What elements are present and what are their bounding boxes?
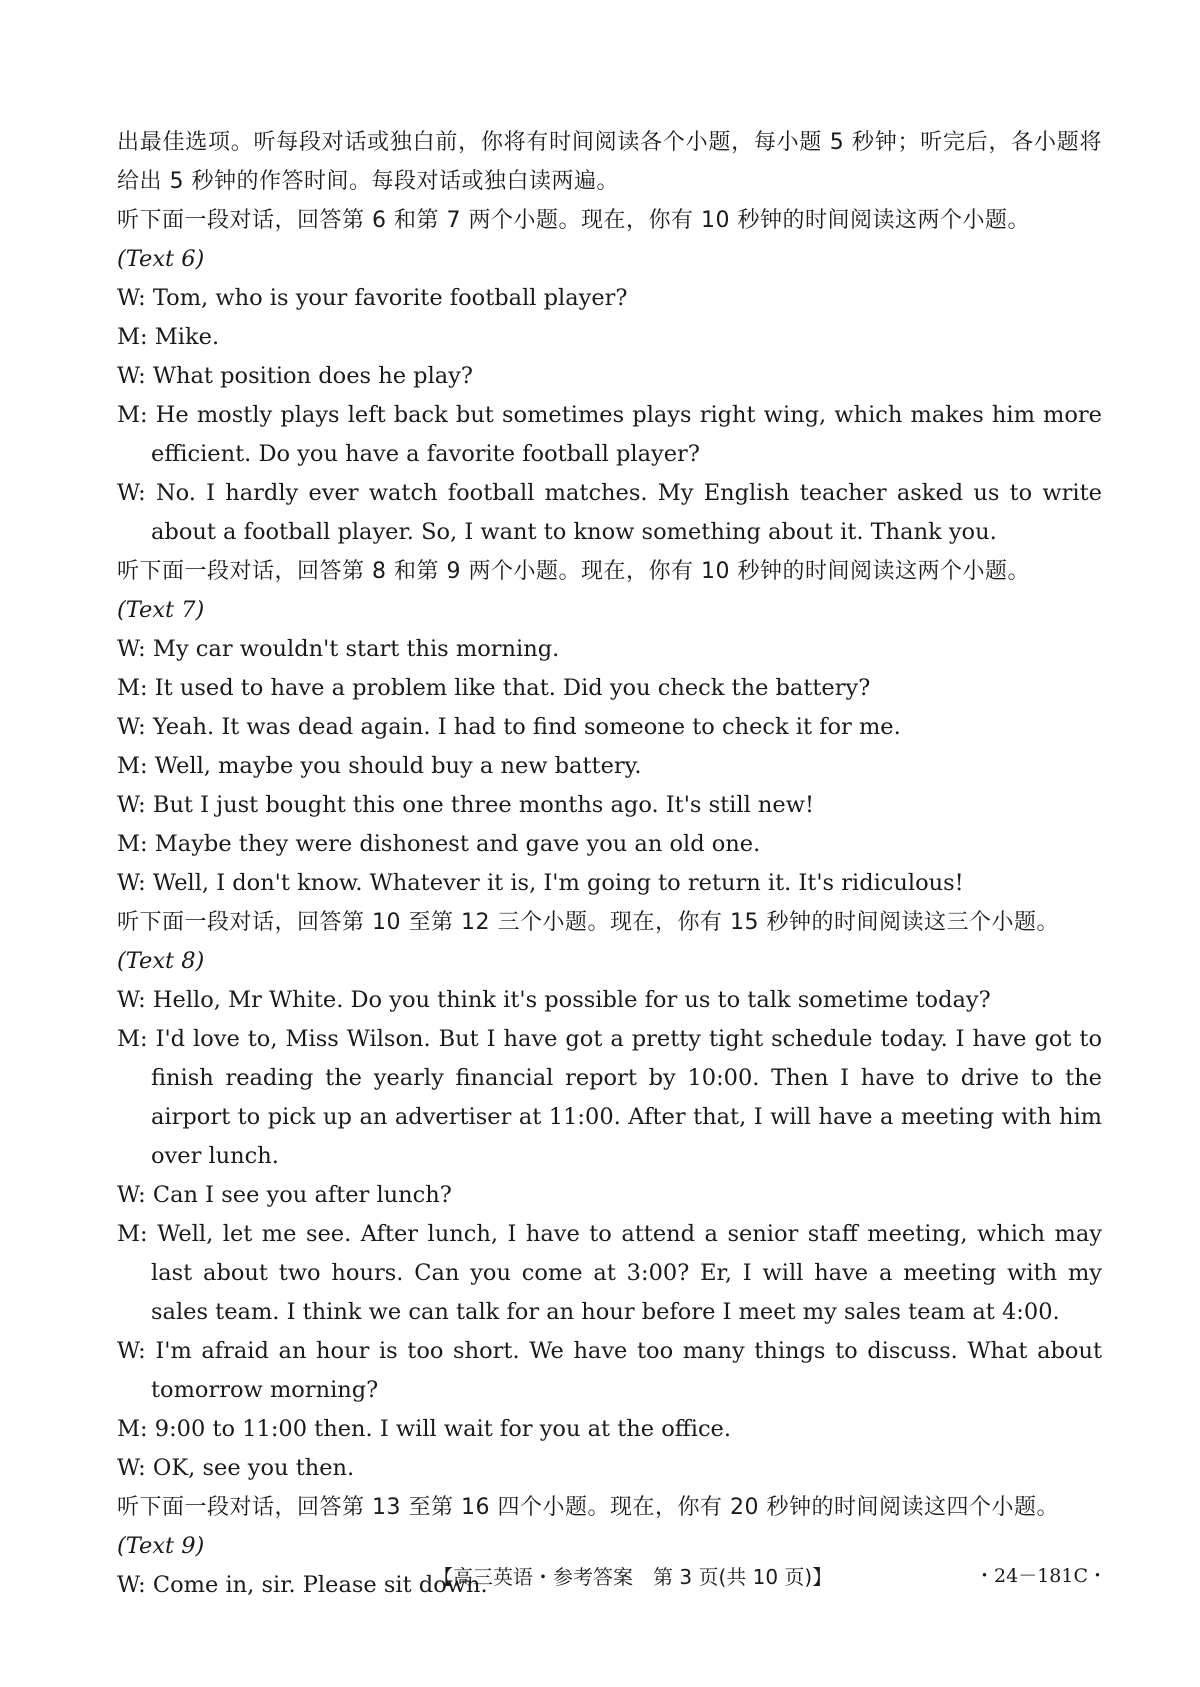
text-label: (Text 6): [117, 246, 205, 272]
dialogue-line: M: He mostly plays left back but sometimes plays right wing, which makes him more efficient. Do you have a favorite football player?: [117, 402, 1102, 467]
dialogue-line: W: Hello, Mr White. Do you think it's possible for us to talk sometime today?: [117, 987, 991, 1013]
footer-title: 【高三英语・参考答案 第 3 页(共 10 页)】: [433, 1565, 833, 1589]
dialogue-line: W: I'm afraid an hour is too short. We have too many things to discuss. What about tomorrow morning?: [117, 1338, 1102, 1403]
dialogue-line: M: I'd love to, Miss Wilson. But I have got a pretty tight schedule today. I have got to finish reading the yearly financial report by 10:00. Then I have to drive to the airport to pick up an advertiser at 11:00. After that, I will have a meeting with him over lunch.: [117, 1026, 1102, 1169]
dialogue-line: W: Tom, who is your favorite football player?: [117, 285, 628, 311]
dialogue-line: W: No. I hardly ever watch football matches. My English teacher asked us to write about a football player. So, I want to know something about it. Thank you.: [117, 480, 1102, 545]
dialogue-line: W: Yeah. It was dead again. I had to find someone to check it for me.: [117, 714, 901, 740]
text-label: (Text 9): [117, 1533, 205, 1559]
dialogue-line: M: Maybe they were dishonest and gave you an old one.: [117, 831, 761, 857]
footer-code: ・24－181C・: [975, 1565, 1107, 1587]
instruction-line: 听下面一段对话，回答第 6 和第 7 两个小题。现在，你有 10 秒钟的时间阅读这两个小题。: [117, 208, 1030, 233]
dialogue-line: W: Can I see you after lunch?: [117, 1182, 452, 1208]
dialogue-line: M: It used to have a problem like that. Did you check the battery?: [117, 675, 871, 701]
dialogue-line: M: Well, maybe you should buy a new battery.: [117, 753, 642, 779]
dialogue-line: W: OK, see you then.: [117, 1455, 355, 1481]
instruction-line: 出最佳选项。听每段对话或独白前，你将有时间阅读各个小题，每小题 5 秒钟；听完后，各小题将给出 5 秒钟的作答时间。每段对话或独白读两遍。: [117, 130, 1102, 194]
dialogue-line: W: Come in, sir. Please sit down.: [117, 1572, 488, 1598]
page-footer: [0, 1561, 1200, 1593]
dialogue-line: W: My car wouldn't start this morning.: [117, 636, 560, 662]
dialogue-line: W: But I just bought this one three months ago. It's still new!: [117, 792, 815, 818]
text-label: (Text 8): [117, 948, 205, 974]
dialogue-line: M: 9:00 to 11:00 then. I will wait for you at the office.: [117, 1416, 732, 1442]
dialogue-line: M: Well, let me see. After lunch, I have to attend a senior staff meeting, which may last about two hours. Can you come at 3:00? Er, I will have a meeting with my sales team. I think we can talk for an hour before I meet my sales team at 4:00.: [117, 1221, 1102, 1325]
instruction-line: 听下面一段对话，回答第 10 至第 12 三个小题。现在，你有 15 秒钟的时间阅读这三个小题。: [117, 910, 1059, 935]
dialogue-line: M: Mike.: [117, 324, 220, 350]
dialogue-line: W: What position does he play?: [117, 363, 473, 389]
text-label: (Text 7): [117, 597, 205, 623]
instruction-line: 听下面一段对话，回答第 8 和第 9 两个小题。现在，你有 10 秒钟的时间阅读这两个小题。: [117, 559, 1030, 584]
dialogue-line: W: Well, I don't know. Whatever it is, I'm going to return it. It's ridiculous!: [117, 870, 964, 896]
instruction-line: 听下面一段对话，回答第 13 至第 16 四个小题。现在，你有 20 秒钟的时间阅读这四个小题。: [117, 1495, 1059, 1520]
transcript-body: [117, 123, 1102, 1605]
